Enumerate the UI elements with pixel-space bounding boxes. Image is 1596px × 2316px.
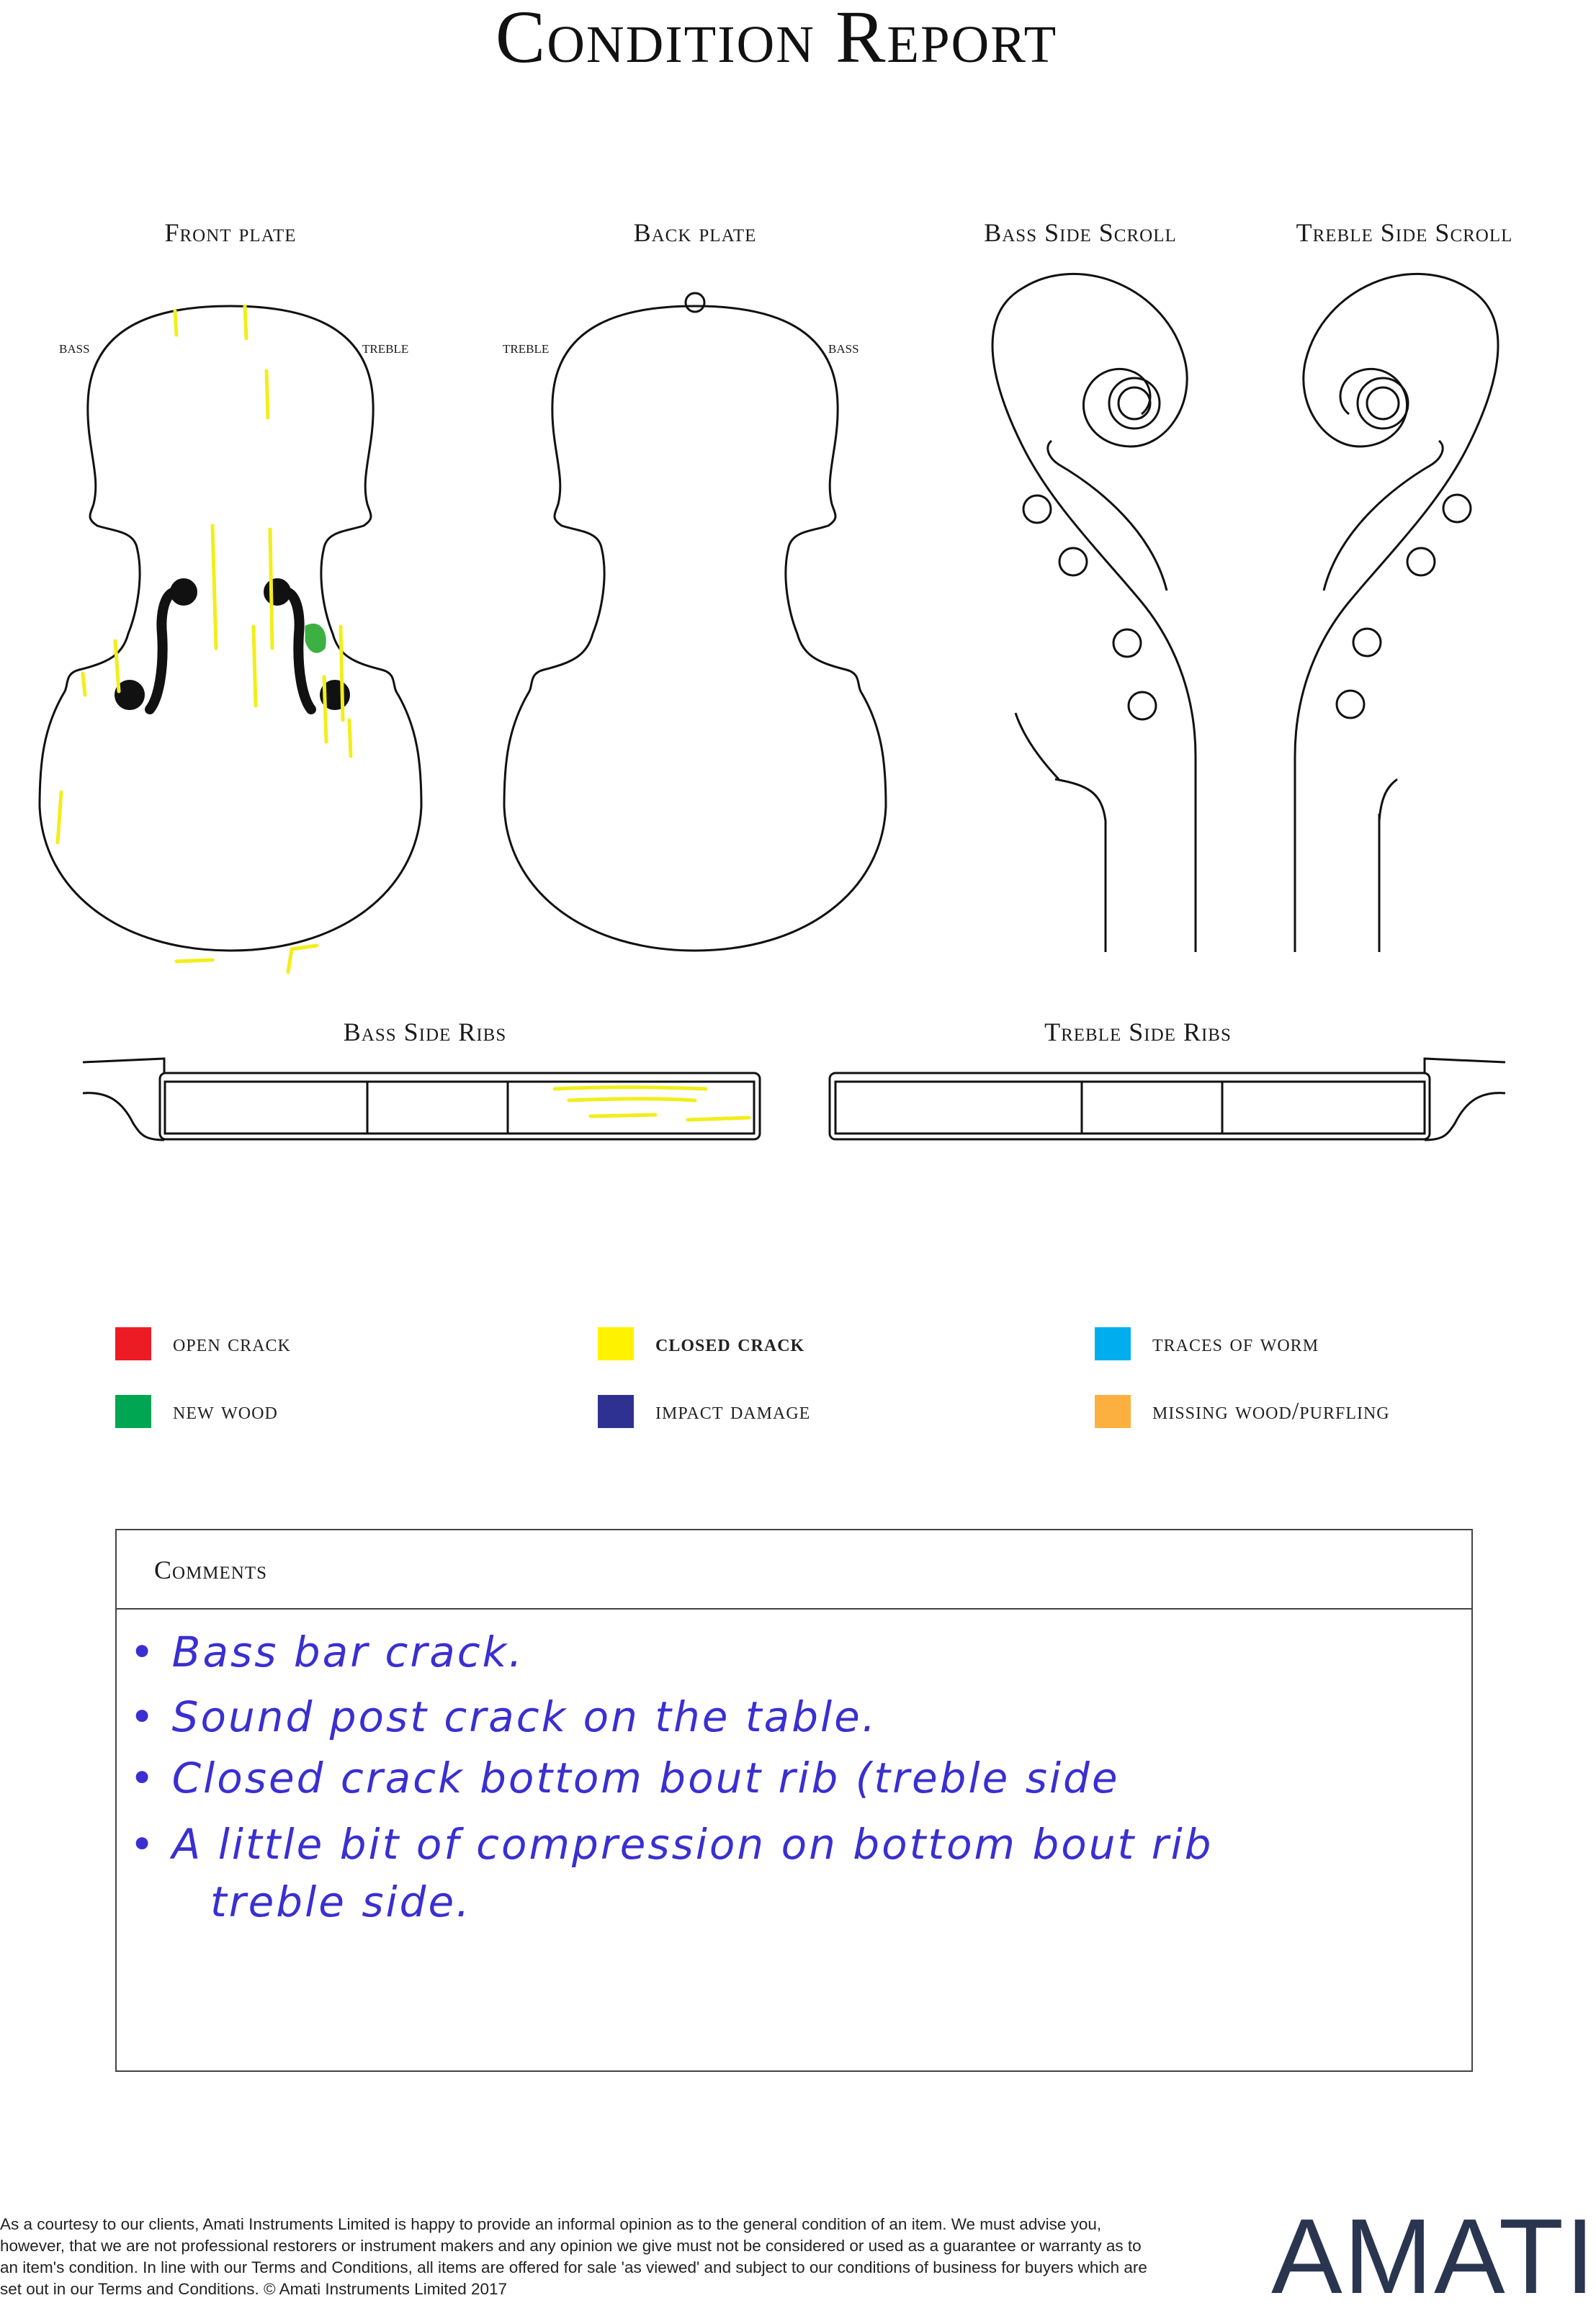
legend-swatch bbox=[115, 1395, 151, 1428]
peg-hole bbox=[1113, 629, 1141, 657]
treble-scroll-outline bbox=[1295, 274, 1498, 952]
legend-swatch bbox=[598, 1327, 634, 1360]
treble-side-scroll-label: Treble Side Scroll bbox=[1296, 218, 1513, 247]
peg-hole bbox=[1023, 495, 1051, 523]
disclaimer-text: As a courtesy to our clients, Amati Instruments Limited is happy to provide an informal opinion as to the general condition of an item. We must advise you, however, that we are not professional restorers or instrument makers and any opinion we give must not be considered or used as a guarantee or warranty as to an item's condition. In line with our Terms and Conditions, all items are offered for sale 'as viewed' and subject to our conditions of business for buyers which are set out in our Terms and Conditions. © Amati Instruments Limited 2017 bbox=[0, 2215, 1147, 2298]
peg-hole bbox=[1407, 548, 1435, 575]
peg-hole bbox=[1059, 548, 1087, 575]
comments-header bbox=[117, 1530, 1471, 1610]
comment-line: • A little bit of compression on bottom bout rib bbox=[130, 1820, 1214, 1869]
treble-side-ribs-label: Treble Side Ribs bbox=[1044, 1018, 1232, 1046]
legend-impact-damage: impact damage bbox=[598, 1395, 810, 1428]
bass-side-ribs-label: Bass Side Ribs bbox=[343, 1018, 507, 1046]
comment-line: • Bass bar crack. bbox=[130, 1628, 524, 1677]
back-plate-button bbox=[686, 293, 704, 312]
legend-new-wood: new wood bbox=[115, 1395, 278, 1428]
bass-ribs-outline bbox=[83, 1059, 164, 1140]
bass-side-scroll-label: Bass Side Scroll bbox=[984, 218, 1177, 247]
back-bass-label: bass bbox=[828, 338, 859, 357]
comment-line: treble side. bbox=[210, 1877, 472, 1926]
legend-missing-wood: missing wood/purfling bbox=[1095, 1395, 1390, 1428]
legend-swatch bbox=[1095, 1395, 1131, 1428]
amati-logo: AMATI bbox=[1271, 2197, 1596, 2316]
bass-scroll-outline bbox=[992, 274, 1196, 952]
back-plate-label: Back plate bbox=[633, 218, 757, 247]
bass-ribs-frame bbox=[160, 1073, 760, 1139]
back-treble-label: treble bbox=[503, 338, 550, 357]
legend-traces-of-worm: traces of worm bbox=[1095, 1327, 1319, 1360]
legend-swatch bbox=[598, 1395, 634, 1428]
closed-crack-annotations bbox=[58, 306, 749, 1120]
front-treble-label: treble bbox=[362, 338, 409, 357]
legend-swatch bbox=[1095, 1327, 1131, 1360]
legend-swatch bbox=[115, 1327, 151, 1360]
front-plate-outline bbox=[40, 306, 421, 951]
comment-line: • Closed crack bottom bout rib (treble side bbox=[130, 1754, 1120, 1803]
treble-ribs-outline bbox=[1425, 1059, 1505, 1140]
peg-hole bbox=[1443, 495, 1471, 522]
peg-hole bbox=[1337, 691, 1364, 718]
legend-closed-crack: closed crack bbox=[598, 1327, 804, 1360]
comment-line: • Sound post crack on the table. bbox=[130, 1692, 878, 1741]
comments-box bbox=[115, 1529, 1473, 2072]
back-plate-outline bbox=[504, 306, 886, 951]
front-bass-label: bass bbox=[59, 338, 90, 357]
comments-title: Comments bbox=[154, 1556, 268, 1584]
peg-hole bbox=[1129, 692, 1156, 719]
front-plate-label: Front plate bbox=[164, 218, 297, 247]
page-title: Condition Report bbox=[495, 0, 1058, 78]
new-wood-annotation bbox=[306, 624, 325, 652]
peg-hole bbox=[1353, 629, 1381, 656]
legend-open-crack: open crack bbox=[115, 1327, 291, 1360]
treble-ribs-frame bbox=[830, 1073, 1430, 1139]
